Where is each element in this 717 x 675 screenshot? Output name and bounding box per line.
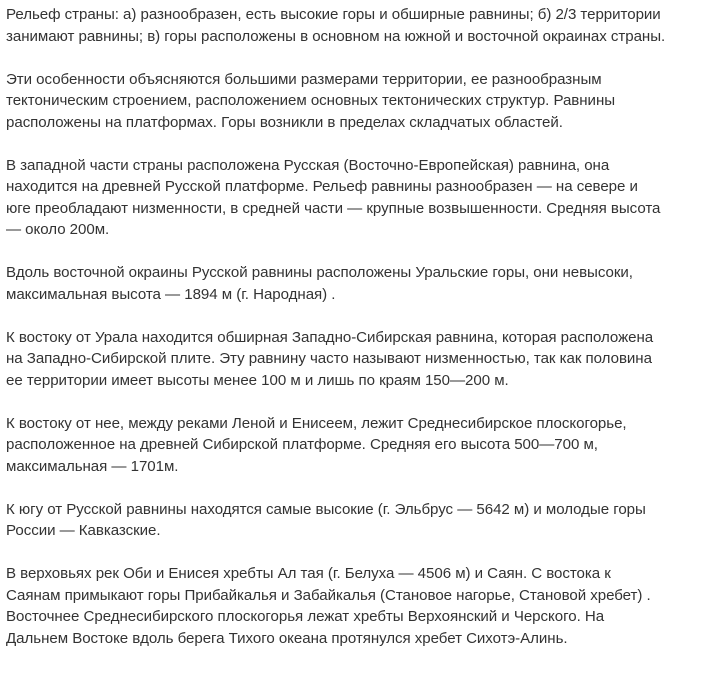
paragraph-gap	[6, 47, 717, 69]
paragraph-russian-plain: В западной части страны расположена Русская (Восточно-Европейская) равнина, она находится на древней Русской платформе. Рельеф равнины разнообразен — на севере и юге преобладают низменности, в средней части — крупные возвышенности. Средняя высота — около 200м.	[6, 156, 661, 238]
paragraph-altai-sayan-far-east: В верховьях рек Оби и Енисея хребты Ал тая (г. Белуха — 4506 м) и Саян. С востока к Саянам примыкают горы Прибайкалья и Забайкалья (Становое нагорье, Становой хребет) . Восточнее Среднесибирского плоскогорья лежат хребты Верхоянский и Черского. На Дальнем Востоке вдоль берега Тихого океана протянулся хребет Сихотэ-Алинь.	[6, 565, 651, 647]
paragraph-west-siberian-plain: К востоку от Урала находится обширная Западно-Сибирская равнина, которая расположена на Западно-Сибирской плите. Эту равнину часто называют низменностью, так как половина ее территории имеет высоты менее 100 м и лишь по краям 150—200 м.	[6, 328, 654, 389]
paragraph-gap	[6, 477, 717, 499]
paragraph-gap	[6, 241, 717, 263]
paragraph-features-explanation: Эти особенности объясняются большими размерами территории, ее разнообразным тектоническим строением, расположением основных тектонических структур. Равнины расположены на платформах. Горы возникли в пределах складчатых областей.	[6, 70, 616, 131]
paragraph-ural-mountains: Вдоль восточной окраины Русской равнины расположены Уральские горы, они невысоки, максимальная высота — 1894 м (г. Народная) .	[6, 264, 633, 303]
paragraph-central-siberian-plateau: К востоку от нее, между реками Леной и Енисеем, лежит Среднесибирское плоскогорье, расположенное на древней Сибирской платформе. Средняя его высота 500—700 м, максимальная — 1701м.	[6, 414, 627, 475]
paragraph-caucasus: К югу от Русской равнины находятся самые высокие (г. Эльбрус — 5642 м) и молодые горы России — Кавказские.	[6, 500, 646, 539]
paragraph-gap	[6, 305, 717, 327]
paragraph-relief-overview: Рельеф страны: а) разнообразен, есть высокие горы и обширные равнины; б) 2/3 территории занимают равнины; в) горы расположены в основном на южной и восточной окраинах страны.	[6, 6, 666, 45]
paragraph-gap	[6, 391, 717, 413]
paragraph-gap	[6, 542, 717, 564]
paragraph-gap	[6, 133, 717, 155]
